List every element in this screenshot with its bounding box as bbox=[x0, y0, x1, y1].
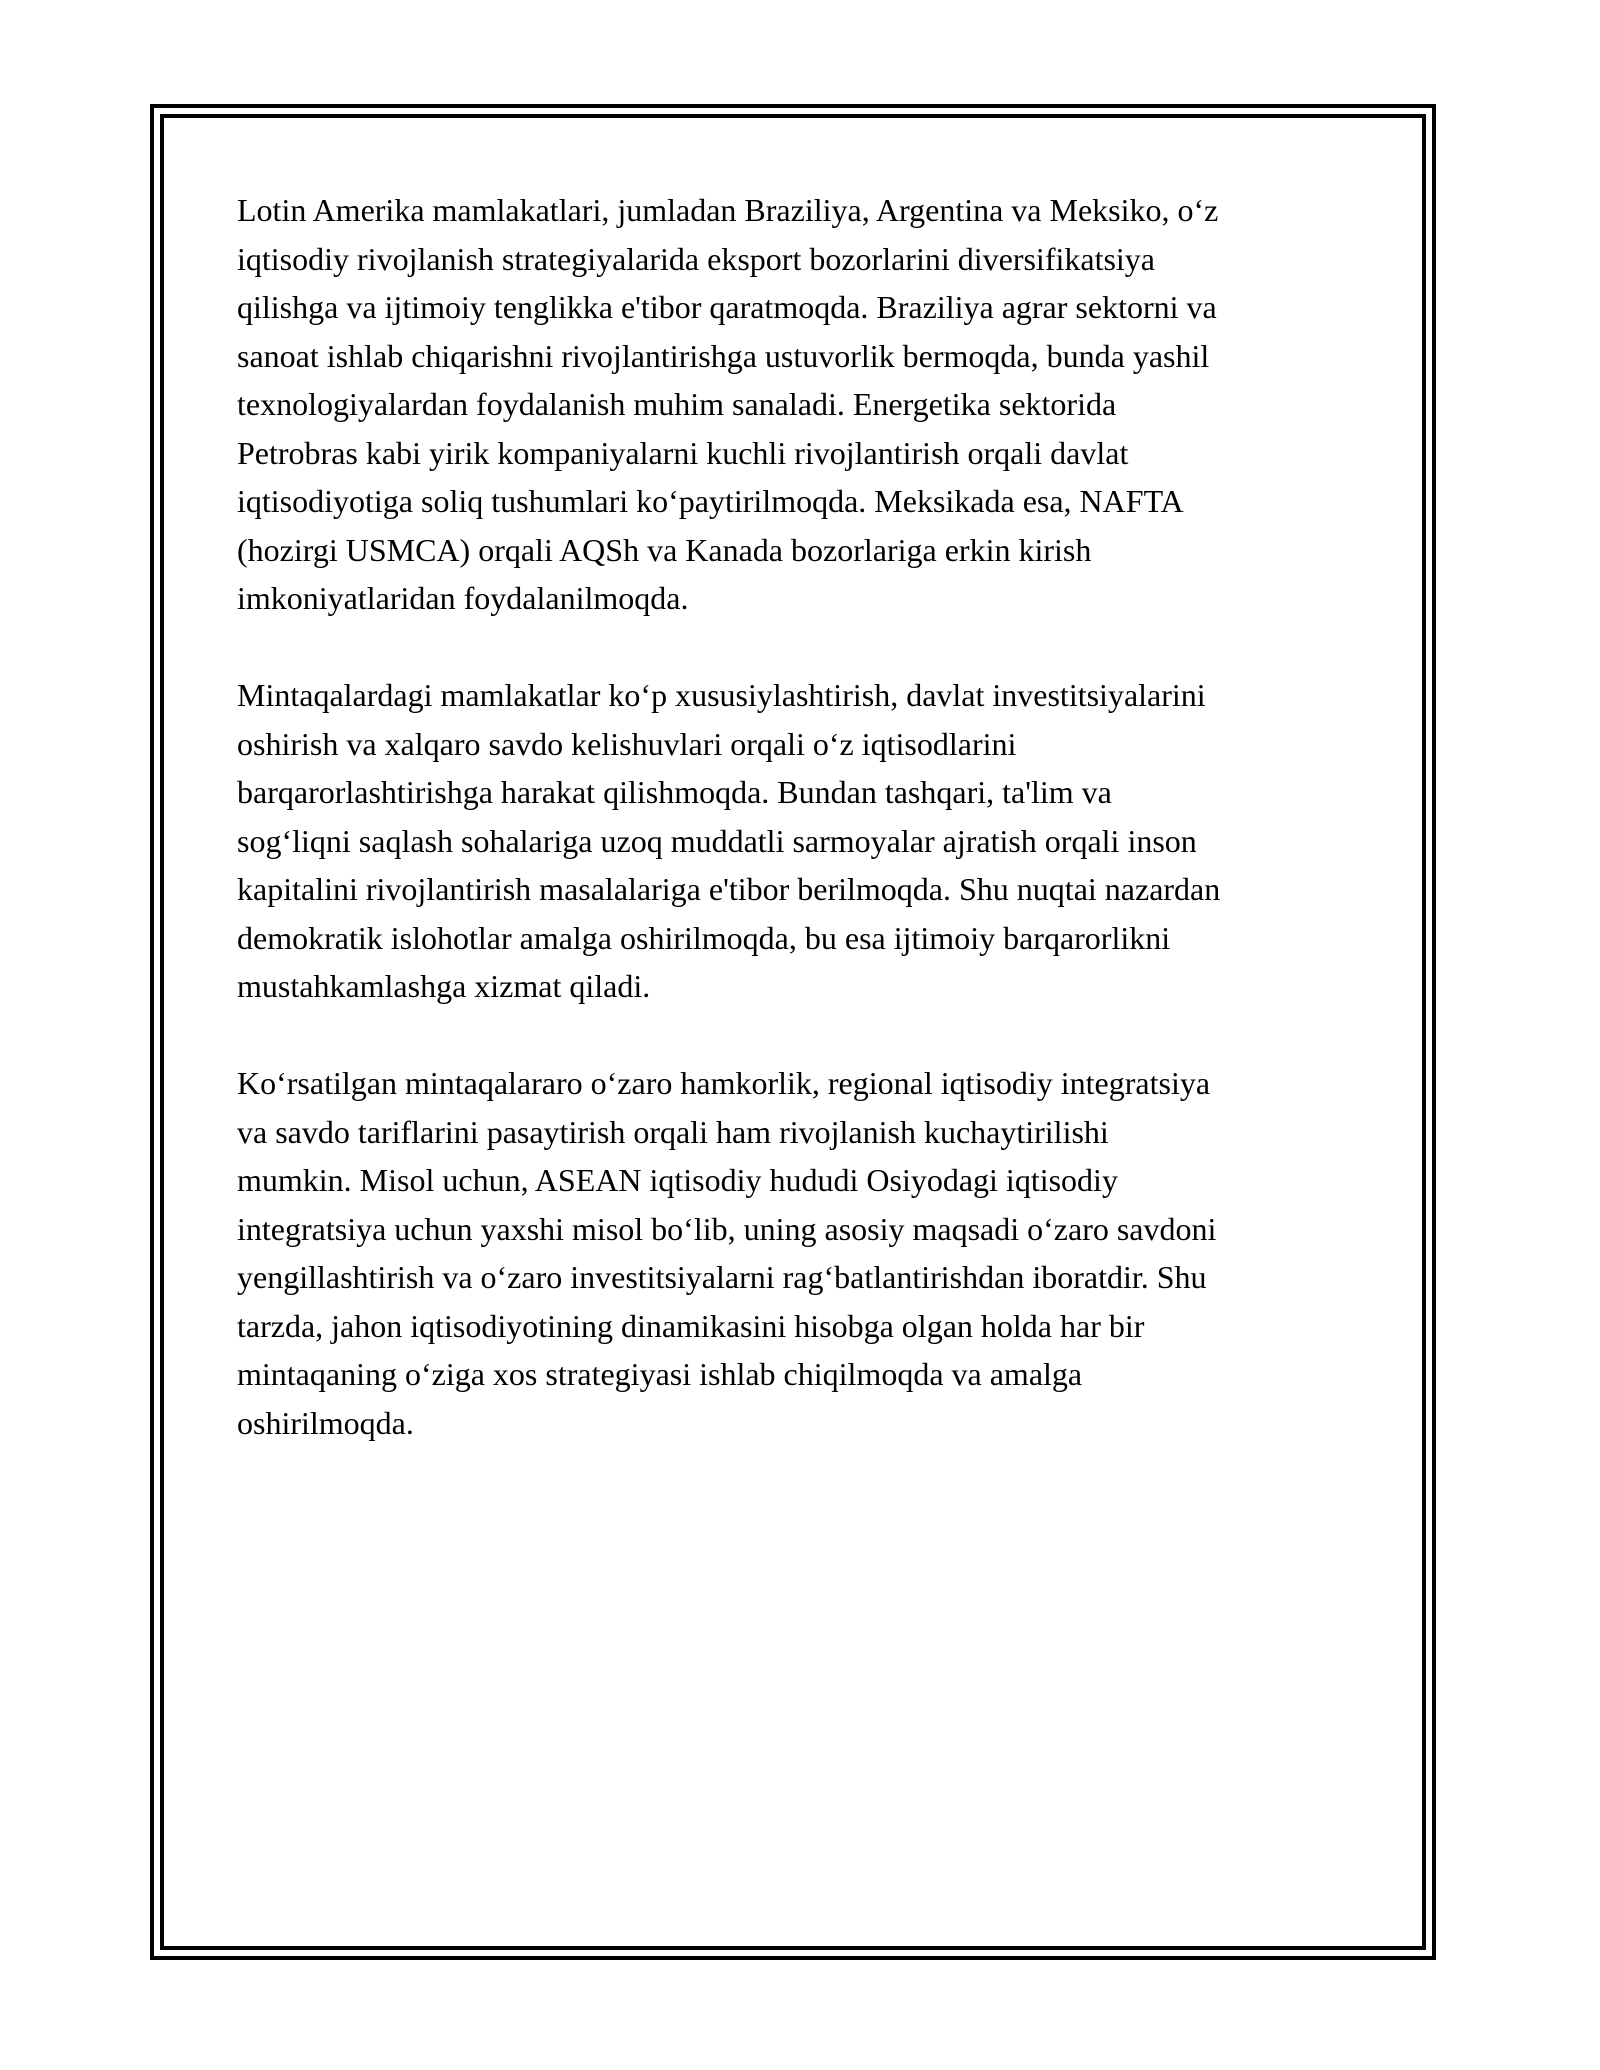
text-line: Petrobras kabi yirik kompaniyalarni kuchli rivojlantirish orqali davlat bbox=[237, 434, 1129, 471]
text-line: mustahkamlashga xizmat qiladi. bbox=[237, 968, 651, 1004]
text-line: barqarorlashtirishga harakat qilishmoqda. Bundan tashqari, ta'lim va bbox=[237, 774, 1112, 810]
text-line: oshirilmoqda. bbox=[237, 1404, 414, 1441]
text-line: Lotin Amerika mamlakatlari, jumladan Braziliya, Argentina va Meksiko, o‘z bbox=[237, 192, 1219, 228]
text-line: (hozirgi USMCA) orqali AQSh va Kanada bozorlariga erkin kirish bbox=[237, 531, 1092, 568]
text-line: iqtisodiy rivojlanish strategiyalarida eksport bozorlarini diversifikatsiya bbox=[237, 240, 1155, 277]
document-body bbox=[237, 186, 1377, 1496]
text-line: integratsiya uchun yaxshi misol bo‘lib, uning asosiy maqsadi o‘zaro savdoni bbox=[237, 1210, 1217, 1247]
text-line: Ko‘rsatilgan mintaqalararo o‘zaro hamkorlik, regional iqtisodiy integratsiya bbox=[237, 1065, 1211, 1101]
text-line: tarzda, jahon iqtisodiyotining dinamikasini hisobga olgan holda har bir bbox=[237, 1307, 1145, 1344]
text-line: qilishga va ijtimoiy tenglikka e'tibor qaratmoqda. Braziliya agrar sektorni va bbox=[237, 289, 1217, 325]
paragraph-3 bbox=[237, 1059, 1377, 1447]
text-line: demokratik islohotlar amalga oshirilmoqda, bu esa ijtimoiy barqarorlikni bbox=[237, 919, 1171, 956]
paragraph-2 bbox=[237, 671, 1377, 1011]
text-line: imkoniyatlaridan foydalanilmoqda. bbox=[237, 580, 689, 616]
text-line: oshirish va xalqaro savdo kelishuvlari orqali o‘z iqtisodlarini bbox=[237, 725, 1017, 762]
text-line: sanoat ishlab chiqarishni rivojlantirishga ustuvorlik bermoqda, bunda yashil bbox=[237, 337, 1210, 374]
text-line: Mintaqalardagi mamlakatlar ko‘p xususiylashtirish, davlat investitsiyalarini bbox=[237, 677, 1206, 713]
text-line: iqtisodiyotiga soliq tushumlari ko‘paytirilmoqda. Meksikada esa, NAFTA bbox=[237, 483, 1184, 519]
text-line: mumkin. Misol uchun, ASEAN iqtisodiy hududi Osiyodagi iqtisodiy bbox=[237, 1162, 1118, 1198]
text-line: texnologiyalardan foydalanish muhim sanaladi. Energetika sektorida bbox=[237, 386, 1117, 422]
text-line: sog‘liqni saqlash sohalariga uzoq muddatli sarmoyalar ajratish orqali inson bbox=[237, 822, 1197, 859]
text-line: va savdo tariflarini pasaytirish orqali ham rivojlanish kuchaytirilishi bbox=[237, 1113, 1109, 1150]
text-line: kapitalini rivojlantirish masalalariga e'tibor berilmoqda. Shu nuqtai nazardan bbox=[237, 871, 1221, 907]
text-line: yengillashtirish va o‘zaro investitsiyalarni rag‘batlantirishdan iboratdir. Shu bbox=[237, 1259, 1207, 1295]
text-line: mintaqaning o‘ziga xos strategiyasi ishlab chiqilmoqda va amalga bbox=[237, 1356, 1083, 1392]
paragraph-1 bbox=[237, 186, 1377, 623]
